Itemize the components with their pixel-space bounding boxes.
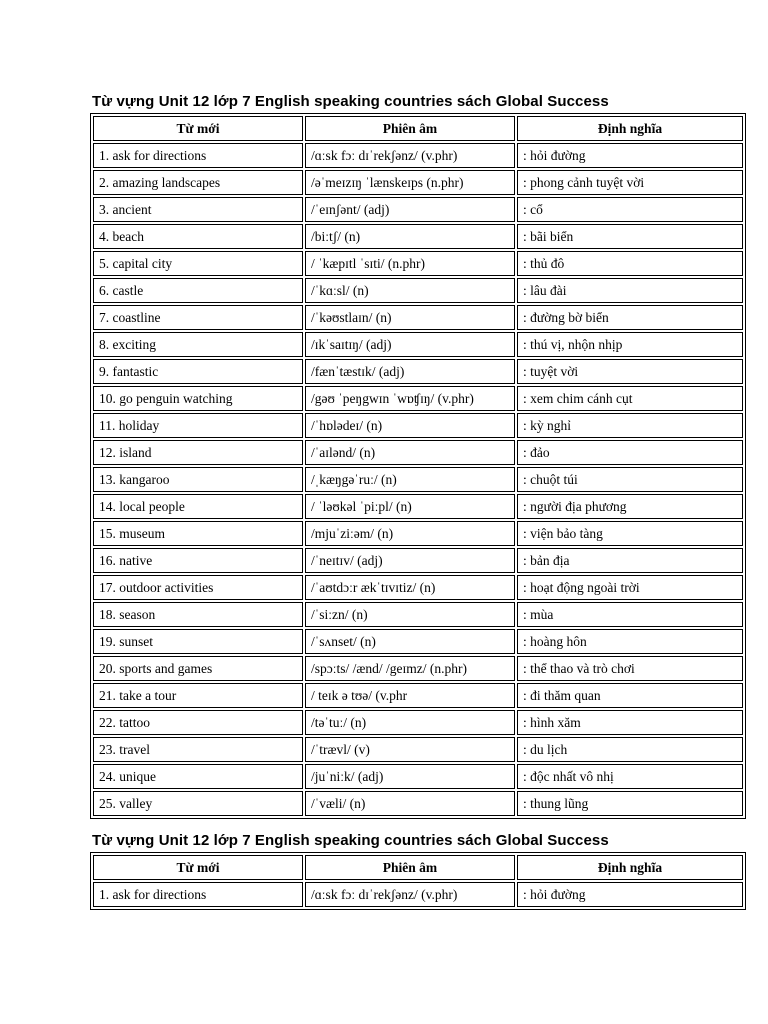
definition-cell: : bãi biển (517, 224, 743, 249)
section-title: Từ vựng Unit 12 lớp 7 English speaking countries sách Global Success (92, 832, 609, 849)
vocab-word-cell: 19. sunset (93, 629, 303, 654)
table-row (93, 413, 743, 438)
pronunciation-cell: /ɑːsk fɔː dɪˈrekʃənz/ (v.phr) (305, 143, 515, 168)
pronunciation-cell: /ˈeɪnʃənt/ (adj) (305, 197, 515, 222)
table-row (93, 575, 743, 600)
table-row (93, 305, 743, 330)
vocab-word-cell: 10. go penguin watching (93, 386, 303, 411)
table-row (93, 629, 743, 654)
table-header-row (93, 116, 743, 141)
vocab-word-cell: 3. ancient (93, 197, 303, 222)
vocab-word-cell: 20. sports and games (93, 656, 303, 681)
header-definition: Định nghĩa (517, 855, 743, 880)
table-row (93, 386, 743, 411)
definition-cell: : đường bờ biển (517, 305, 743, 330)
vocab-word-cell: 5. capital city (93, 251, 303, 276)
vocab-word-cell: 17. outdoor activities (93, 575, 303, 600)
definition-cell: : mùa (517, 602, 743, 627)
vocab-word-cell: 25. valley (93, 791, 303, 816)
table-row (93, 764, 743, 789)
table-row (93, 224, 743, 249)
definition-cell: : viện bảo tàng (517, 521, 743, 546)
table-row (93, 494, 743, 519)
definition-cell: : độc nhất vô nhị (517, 764, 743, 789)
table-row (93, 521, 743, 546)
table-row (93, 332, 743, 357)
pronunciation-cell: /biːtʃ/ (n) (305, 224, 515, 249)
table-row (93, 278, 743, 303)
pronunciation-cell: /mjuˈziːəm/ (n) (305, 521, 515, 546)
definition-cell: : hoàng hôn (517, 629, 743, 654)
table-row (93, 170, 743, 195)
vocab-word-cell: 11. holiday (93, 413, 303, 438)
pronunciation-cell: /ˈkəʊstlaɪn/ (n) (305, 305, 515, 330)
vocab-word-cell: 16. native (93, 548, 303, 573)
vocab-word-cell: 7. coastline (93, 305, 303, 330)
table-row (93, 197, 743, 222)
header-pronunciation: Phiên âm (305, 116, 515, 141)
table-row (93, 548, 743, 573)
pronunciation-cell: /gəʊ ˈpeŋgwɪn ˈwɒʧɪŋ/ (v.phr) (305, 386, 515, 411)
pronunciation-cell: /juˈniːk/ (adj) (305, 764, 515, 789)
pronunciation-cell: /ˈtrævl/ (v) (305, 737, 515, 762)
table-row (93, 143, 743, 168)
table-row (93, 602, 743, 627)
definition-cell: : thung lũng (517, 791, 743, 816)
pronunciation-cell: / ˈkæpɪtl ˈsɪti/ (n.phr) (305, 251, 515, 276)
header-word: Từ mới (93, 855, 303, 880)
definition-cell: : thủ đô (517, 251, 743, 276)
header-word: Từ mới (93, 116, 303, 141)
definition-cell: : chuột túi (517, 467, 743, 492)
pronunciation-cell: /ɑːsk fɔː dɪˈrekʃənz/ (v.phr) (305, 882, 515, 907)
header-pronunciation: Phiên âm (305, 855, 515, 880)
table-row (93, 683, 743, 708)
definition-cell: : hỏi đường (517, 882, 743, 907)
definition-cell: : hoạt động ngoài trời (517, 575, 743, 600)
pronunciation-cell: / ˈləʊkəl ˈpiːpl/ (n) (305, 494, 515, 519)
pronunciation-cell: /ɪkˈsaɪtɪŋ/ (adj) (305, 332, 515, 357)
definition-cell: : hình xăm (517, 710, 743, 735)
pronunciation-cell: /ˈkɑːsl/ (n) (305, 278, 515, 303)
definition-cell: : tuyệt vời (517, 359, 743, 384)
definition-cell: : cổ (517, 197, 743, 222)
definition-cell: : lâu đài (517, 278, 743, 303)
definition-cell: : hỏi đường (517, 143, 743, 168)
table-row (93, 440, 743, 465)
vocab-word-cell: 8. exciting (93, 332, 303, 357)
vocabulary-table (90, 113, 746, 819)
pronunciation-cell: /ˈsiːzn/ (n) (305, 602, 515, 627)
definition-cell: : bản địa (517, 548, 743, 573)
vocab-word-cell: 6. castle (93, 278, 303, 303)
table-row (93, 656, 743, 681)
definition-cell: : xem chim cánh cụt (517, 386, 743, 411)
vocab-word-cell: 24. unique (93, 764, 303, 789)
vocab-word-cell: 15. museum (93, 521, 303, 546)
vocab-word-cell: 18. season (93, 602, 303, 627)
pronunciation-cell: /təˈtuː/ (n) (305, 710, 515, 735)
definition-cell: : du lịch (517, 737, 743, 762)
vocab-word-cell: 1. ask for directions (93, 143, 303, 168)
table-row (93, 791, 743, 816)
pronunciation-cell: /ˈsʌnset/ (n) (305, 629, 515, 654)
definition-cell: : đi thăm quan (517, 683, 743, 708)
table-row (93, 251, 743, 276)
definition-cell: : kỳ nghỉ (517, 413, 743, 438)
vocab-word-cell: 22. tattoo (93, 710, 303, 735)
table-row (93, 737, 743, 762)
definition-cell: : phong cảnh tuyệt vời (517, 170, 743, 195)
vocab-word-cell: 14. local people (93, 494, 303, 519)
pronunciation-cell: /ˈhɒlədeɪ/ (n) (305, 413, 515, 438)
header-definition: Định nghĩa (517, 116, 743, 141)
table-row (93, 710, 743, 735)
section-title: Từ vựng Unit 12 lớp 7 English speaking countries sách Global Success (92, 93, 609, 110)
pronunciation-cell: /fænˈtæstɪk/ (adj) (305, 359, 515, 384)
vocab-word-cell: 1. ask for directions (93, 882, 303, 907)
vocab-word-cell: 21. take a tour (93, 683, 303, 708)
vocabulary-table (90, 852, 746, 910)
table-header-row (93, 855, 743, 880)
vocab-word-cell: 2. amazing landscapes (93, 170, 303, 195)
vocab-word-cell: 4. beach (93, 224, 303, 249)
pronunciation-cell: /ˌkæŋgəˈruː/ (n) (305, 467, 515, 492)
pronunciation-cell: /ˈneɪtɪv/ (adj) (305, 548, 515, 573)
pronunciation-cell: / teɪk ə tʊə/ (v.phr (305, 683, 515, 708)
vocab-word-cell: 9. fantastic (93, 359, 303, 384)
vocab-word-cell: 12. island (93, 440, 303, 465)
vocab-word-cell: 13. kangaroo (93, 467, 303, 492)
table-row (93, 467, 743, 492)
table-row (93, 882, 743, 907)
pronunciation-cell: /ˈvæli/ (n) (305, 791, 515, 816)
definition-cell: : đảo (517, 440, 743, 465)
definition-cell: : thú vị, nhộn nhịp (517, 332, 743, 357)
definition-cell: : người địa phương (517, 494, 743, 519)
table-row (93, 359, 743, 384)
definition-cell: : thể thao và trò chơi (517, 656, 743, 681)
vocab-word-cell: 23. travel (93, 737, 303, 762)
pronunciation-cell: /ˈaʊtdɔːr ækˈtɪvɪtiz/ (n) (305, 575, 515, 600)
pronunciation-cell: /ˈaɪlənd/ (n) (305, 440, 515, 465)
pronunciation-cell: /əˈmeɪzɪŋ ˈlænskeɪps (n.phr) (305, 170, 515, 195)
pronunciation-cell: /spɔːts/ /ænd/ /geɪmz/ (n.phr) (305, 656, 515, 681)
